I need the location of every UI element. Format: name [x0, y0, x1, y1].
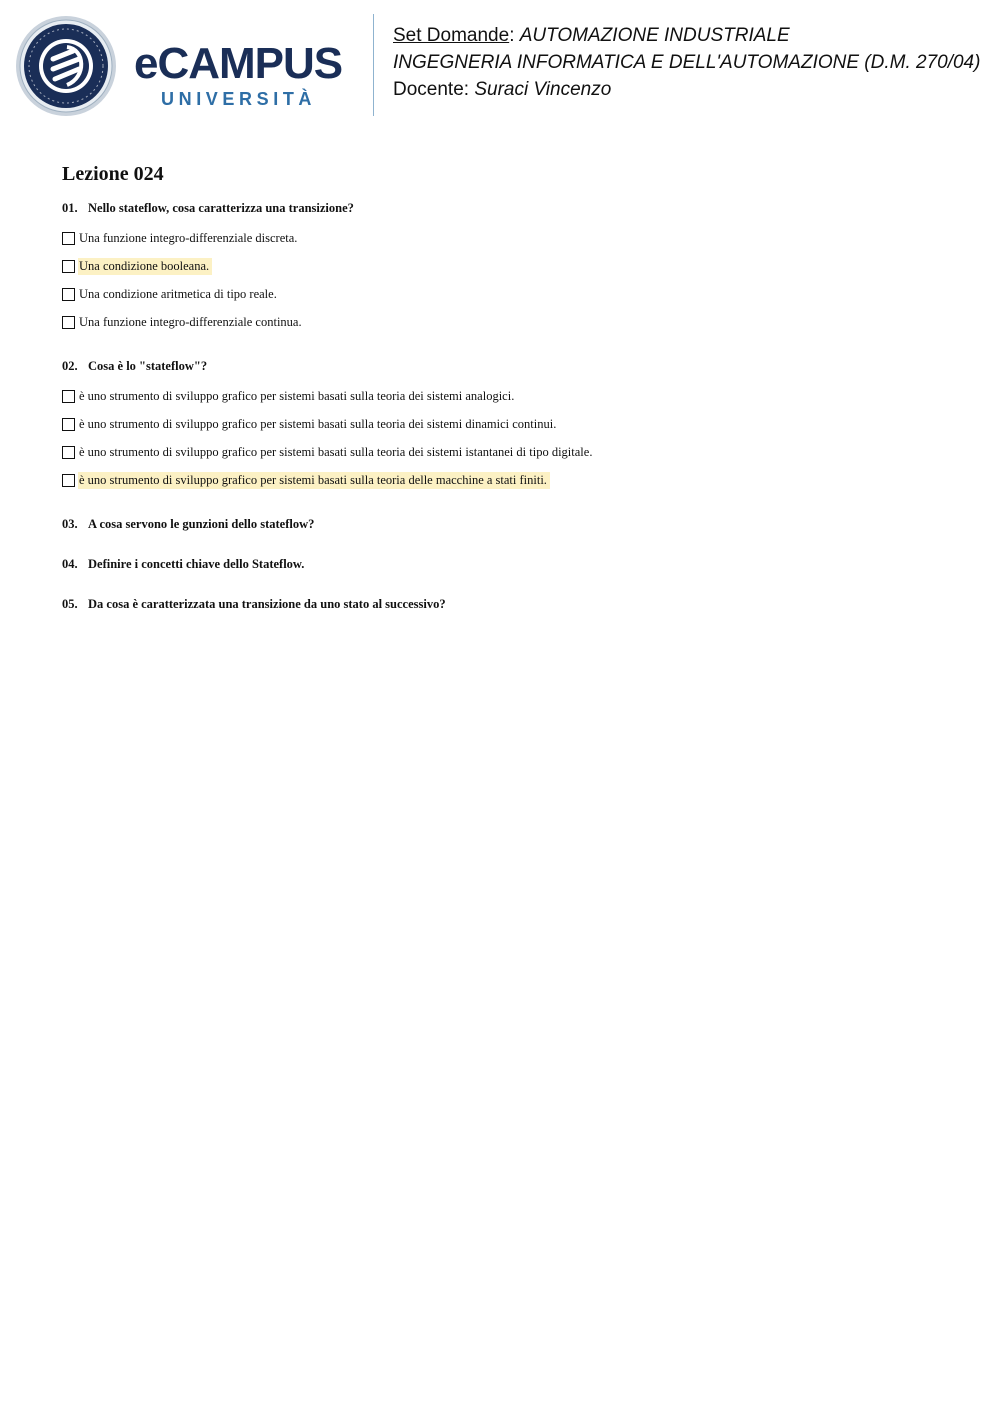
answer-text: Una funzione integro-differenziale continua.: [79, 314, 302, 329]
docente-value: Suraci Vincenzo: [474, 79, 612, 100]
header-info: [393, 22, 993, 103]
answer-text-highlighted: Una condizione booleana.: [78, 258, 212, 275]
answer-text: è uno strumento di sviluppo grafico per sistemi basati sulla teoria dei sistemi analogici.: [79, 388, 515, 403]
answer-text: Una condizione aritmetica di tipo reale.: [79, 286, 277, 301]
answer-checkbox[interactable]: [62, 316, 75, 329]
answer-option: [62, 308, 962, 336]
answer-text: è uno strumento di sviluppo grafico per sistemi basati sulla teoria dei sistemi dinamici continui.: [79, 416, 557, 431]
question-01: [62, 198, 962, 336]
set-domande-colon: :: [509, 25, 520, 46]
question-text: [62, 356, 962, 376]
course-name: INGEGNERIA INFORMATICA E DELL'AUTOMAZIONE (D.M. 270/04): [393, 52, 981, 73]
question-label: Da cosa è caratterizzata una transizione da uno stato al successivo?: [88, 597, 446, 611]
question-number: 02.: [62, 359, 78, 373]
question-text: [62, 594, 962, 614]
set-domande-value: AUTOMAZIONE INDUSTRIALE: [519, 25, 790, 46]
answer-option: [62, 410, 962, 438]
question-02: [62, 356, 962, 494]
question-text: [62, 554, 962, 574]
answer-checkbox[interactable]: [62, 288, 75, 301]
ecampus-logo: [134, 40, 359, 112]
question-number: 03.: [62, 517, 78, 531]
question-text: [62, 514, 962, 534]
logo-brand-sub: UNIVERSITÀ: [161, 89, 317, 109]
answer-checkbox[interactable]: [62, 446, 75, 459]
answer-option: [62, 280, 962, 308]
answer-checkbox[interactable]: [62, 418, 75, 431]
answer-text: Una funzione integro-differenziale discreta.: [79, 230, 298, 245]
question-label: Definire i concetti chiave dello Stateflow.: [88, 557, 305, 571]
question-04: [62, 554, 962, 574]
answer-option: [62, 224, 962, 252]
lesson-content: [62, 160, 962, 634]
question-text: [62, 198, 962, 218]
question-label: A cosa servono le gunzioni dello stateflow?: [88, 517, 315, 531]
answer-text: è uno strumento di sviluppo grafico per sistemi basati sulla teoria dei sistemi istantanei di tipo digitale.: [79, 444, 593, 459]
docente-label: Docente: [393, 79, 464, 100]
ecampus-seal-icon: [15, 15, 117, 117]
docente-line: Docente: Suraci Vincenzo: [393, 79, 612, 100]
set-domande-label: Set Domande: [393, 25, 510, 46]
question-number: 01.: [62, 201, 78, 215]
answer-checkbox[interactable]: [62, 390, 75, 403]
lesson-title: Lezione 024: [62, 163, 164, 185]
answer-checkbox[interactable]: [62, 474, 75, 487]
answer-option: [62, 466, 962, 494]
answer-text-highlighted: è uno strumento di sviluppo grafico per sistemi basati sulla teoria delle macchine a stati finiti.: [78, 472, 550, 489]
answer-option: [62, 252, 962, 280]
header-divider: [373, 14, 374, 116]
answer-checkbox[interactable]: [62, 260, 75, 273]
question-03: [62, 514, 962, 534]
question-label: Cosa è lo "stateflow"?: [88, 359, 208, 373]
question-label: Nello stateflow, cosa caratterizza una transizione?: [88, 201, 354, 215]
logo-brand-main: eCAMPUS: [134, 39, 343, 88]
page-header: [0, 0, 1000, 130]
question-number: 05.: [62, 597, 78, 611]
question-number: 04.: [62, 557, 78, 571]
answer-option: [62, 438, 962, 466]
set-domande-line: [393, 22, 993, 49]
answer-checkbox[interactable]: [62, 232, 75, 245]
answer-option: [62, 382, 962, 410]
question-05: [62, 594, 962, 614]
